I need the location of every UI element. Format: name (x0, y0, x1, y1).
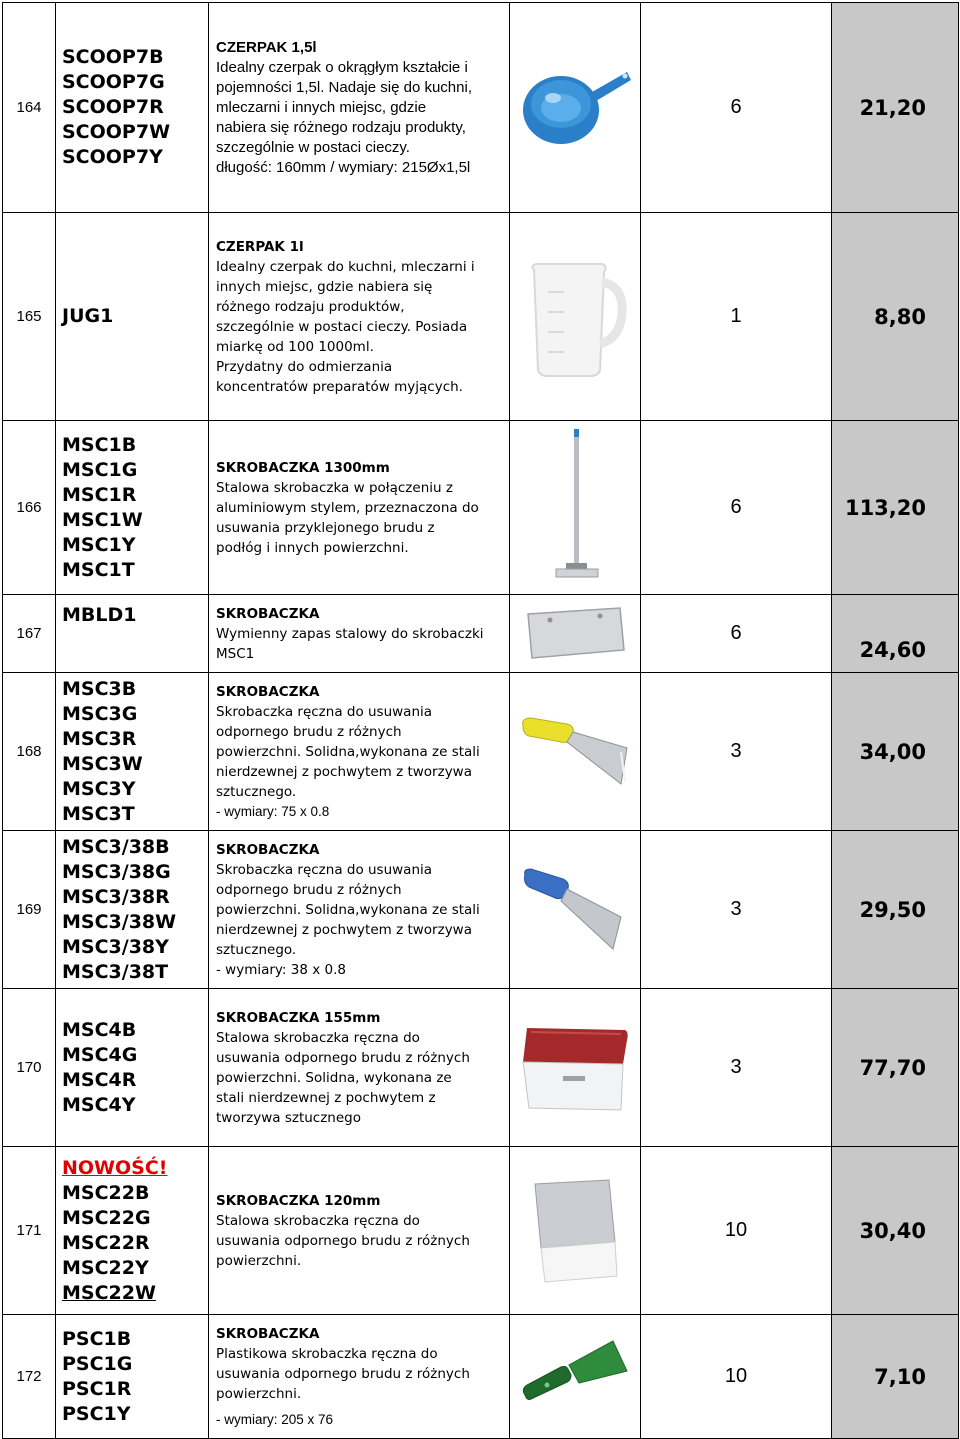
row-number: 171 (3, 1147, 56, 1315)
product-codes (56, 1315, 209, 1439)
product-code: MSC3/38R (62, 885, 170, 908)
table-row (3, 673, 959, 831)
description-line: sztucznego. (216, 941, 297, 958)
quantity: 6 (641, 3, 832, 213)
product-title: SKROBACZKA 155mm (216, 1009, 381, 1026)
description-line: powierzchni. (216, 1385, 302, 1402)
product-image-cell (510, 421, 641, 595)
product-description (209, 421, 510, 595)
wide-scraper-white-image (517, 1176, 633, 1286)
product-title: CZERPAK 1,5l (216, 38, 317, 56)
product-title: SKROBACZKA (216, 605, 320, 622)
product-code: MSC3/38Y (62, 935, 169, 958)
table-row (3, 831, 959, 989)
product-code: MSC22Y (62, 1256, 149, 1279)
description-line: nierdzewnej z pochwytem z tworzywa (216, 763, 472, 780)
product-code: PSC1G (62, 1352, 133, 1375)
row-number: 172 (3, 1315, 56, 1439)
product-description (209, 1315, 510, 1439)
product-description (209, 3, 510, 213)
quantity: 6 (641, 595, 832, 673)
product-code: MSC3/38T (62, 960, 169, 983)
product-image-cell (510, 1147, 641, 1315)
product-code: MSC3/38G (62, 860, 171, 883)
description-line: usuwania odpornego brudu z różnych (216, 1365, 470, 1382)
product-image-cell (510, 831, 641, 989)
product-codes (56, 421, 209, 595)
row-number: 170 (3, 989, 56, 1147)
replacement-blade-image (520, 604, 630, 664)
product-codes (56, 213, 209, 421)
row-number: 164 (3, 3, 56, 213)
description-line: powierzchni. (216, 1252, 302, 1269)
description-line: Idealny czerpak do kuchni, mleczarni i (216, 258, 475, 275)
product-codes (56, 989, 209, 1147)
product-code: MSC3/38B (62, 835, 170, 858)
product-code: MSC3G (62, 702, 138, 725)
floor-scraper-image (530, 425, 620, 590)
quantity: 6 (641, 421, 832, 595)
product-codes (56, 595, 209, 673)
product-code: MSC1W (62, 508, 143, 531)
product-title: CZERPAK 1l (216, 238, 304, 255)
price: 24,60 (832, 595, 959, 673)
price: 7,10 (832, 1315, 959, 1439)
description-line: usuwania odpornego brudu z różnych (216, 1049, 470, 1066)
description-line: nierdzewnej z pochwytem z tworzywa (216, 921, 472, 938)
plastic-scraper-green-image (517, 1337, 633, 1417)
product-code: MSC22R (62, 1231, 150, 1254)
description-line: Skrobaczka ręczna do usuwania (216, 703, 433, 720)
description-line: Wymienny zapas stalowy do skrobaczki (216, 625, 484, 642)
description-line: usuwania odpornego brudu z różnych (216, 1232, 470, 1249)
product-code: PSC1B (62, 1327, 132, 1350)
product-code: SCOOP7R (62, 96, 164, 118)
product-code: MSC22W (62, 1281, 156, 1304)
description-line: odpornego brudu z różnych (216, 881, 402, 898)
table-row (3, 1147, 959, 1315)
description-line: podłóg i innych powierzchni. (216, 539, 409, 556)
description-line: - wymiary: 205 x 76 (216, 1411, 334, 1427)
description-line: powierzchni. Solidna,wykonana ze stali (216, 743, 480, 760)
product-code: SCOOP7Y (62, 146, 163, 168)
table-row (3, 989, 959, 1147)
quantity: 3 (641, 831, 832, 989)
row-number: 166 (3, 421, 56, 595)
product-title: SKROBACZKA 1300mm (216, 459, 390, 476)
product-title: SKROBACZKA 120mm (216, 1192, 381, 1209)
row-number: 169 (3, 831, 56, 989)
product-code: MBLD1 (62, 604, 137, 626)
description-line: Stalowa skrobaczka ręczna do (216, 1029, 420, 1046)
description-line: Stalowa skrobaczka ręczna do (216, 1212, 420, 1229)
description-line: usuwania przyklejonego brudu z (216, 519, 435, 536)
description-line: Przydatny do odmierzania (216, 358, 393, 375)
description-line: powierzchni. Solidna, wykonana ze (216, 1069, 452, 1086)
product-image-cell (510, 1315, 641, 1439)
table-row (3, 3, 959, 213)
row-number: 168 (3, 673, 56, 831)
description-line: różnego rodzaju produktów, (216, 298, 405, 315)
description-line: powierzchni. Solidna,wykonana ze stali (216, 901, 480, 918)
description-line: innych miejsc, gdzie nabiera się (216, 278, 433, 295)
description-line: szczególnie w postaci cieczy. (216, 138, 410, 156)
product-codes (56, 3, 209, 213)
product-code: MSC3R (62, 727, 137, 750)
quantity: 3 (641, 989, 832, 1147)
description-line: długość: 160mm / wymiary: 215Øx1,5l (216, 158, 471, 176)
table-row (3, 213, 959, 421)
product-code: PSC1Y (62, 1402, 131, 1425)
product-table (2, 2, 959, 1439)
product-code: MSC3W (62, 752, 143, 775)
product-code: MSC3T (62, 802, 135, 825)
description-line: miarkę od 100 1000ml. (216, 338, 374, 355)
product-codes (56, 1147, 209, 1315)
description-line: sztucznego. (216, 783, 297, 800)
product-image-cell (510, 3, 641, 213)
product-description (209, 1147, 510, 1315)
product-code: MSC1B (62, 433, 137, 456)
product-code: MSC4R (62, 1068, 137, 1091)
new-badge: NOWOŚĆ! (62, 1156, 168, 1179)
description-line: - wymiary: 75 x 0.8 (216, 803, 330, 819)
quantity: 1 (641, 213, 832, 421)
product-code: PSC1R (62, 1377, 132, 1400)
row-number: 167 (3, 595, 56, 673)
price: 30,40 (832, 1147, 959, 1315)
description-line: Stalowa skrobaczka w połączeniu z (216, 479, 453, 496)
description-line: Skrobaczka ręczna do usuwania (216, 861, 433, 878)
measuring-jug-image (520, 252, 630, 382)
product-description (209, 831, 510, 989)
description-line: aluminiowym stylem, przeznaczona do (216, 499, 479, 516)
description-line: koncentratów preparatów myjących. (216, 378, 463, 395)
product-code: MSC3Y (62, 777, 136, 800)
product-image-cell (510, 989, 641, 1147)
product-code: MSC3B (62, 677, 137, 700)
description-line: Idealny czerpak o okrągłym kształcie i (216, 58, 468, 76)
product-code: MSC22G (62, 1206, 151, 1229)
description-line: szczególnie w postaci cieczy. Posiada (216, 318, 468, 335)
product-code: MSC1T (62, 558, 135, 581)
product-title: SKROBACZKA (216, 1325, 320, 1342)
product-description (209, 673, 510, 831)
description-line: tworzywa sztucznego (216, 1109, 361, 1126)
product-description (209, 595, 510, 673)
description-line: mleczarni i innych miejsc, gdzie (216, 98, 427, 116)
description-line: - wymiary: 38 x 0.8 (216, 961, 346, 978)
product-code: SCOOP7G (62, 71, 165, 93)
description-line: stali nierdzewnej z pochwytem z (216, 1089, 436, 1106)
product-image-cell (510, 673, 641, 831)
product-description (209, 989, 510, 1147)
wide-scraper-red-image (517, 1018, 633, 1118)
price: 21,20 (832, 3, 959, 213)
product-code: MSC22B (62, 1181, 150, 1204)
product-code: MSC3/38W (62, 910, 177, 933)
product-codes (56, 673, 209, 831)
product-code: JUG1 (62, 305, 114, 327)
row-number: 165 (3, 213, 56, 421)
product-title: SKROBACZKA (216, 683, 320, 700)
table-row (3, 421, 959, 595)
description-line: MSC1 (216, 645, 255, 662)
description-line: pojemności 1,5l. Nadaje się do kuchni, (216, 78, 472, 96)
scoop-image (515, 58, 635, 158)
quantity: 10 (641, 1147, 832, 1315)
product-title: SKROBACZKA (216, 841, 320, 858)
product-image-cell (510, 213, 641, 421)
product-codes (56, 831, 209, 989)
product-code: MSC4G (62, 1043, 138, 1066)
price: 8,80 (832, 213, 959, 421)
quantity: 3 (641, 673, 832, 831)
description-line: nabiera się różnego rodzaju produkty, (216, 118, 466, 136)
hand-scraper-blue-image (517, 865, 633, 955)
product-code: MSC1Y (62, 533, 136, 556)
product-code: MSC1R (62, 483, 137, 506)
description-line: odpornego brudu z różnych (216, 723, 402, 740)
product-code: SCOOP7W (62, 121, 171, 143)
price: 34,00 (832, 673, 959, 831)
description-line: Plastikowa skrobaczka ręczna do (216, 1345, 438, 1362)
product-code: MSC1G (62, 458, 138, 481)
price: 77,70 (832, 989, 959, 1147)
product-code: MSC4B (62, 1018, 137, 1041)
table-row (3, 595, 959, 673)
price: 113,20 (832, 421, 959, 595)
product-code: MSC4Y (62, 1093, 136, 1116)
product-image-cell (510, 595, 641, 673)
hand-scraper-yellow-image (517, 712, 633, 792)
price: 29,50 (832, 831, 959, 989)
product-description (209, 213, 510, 421)
table-row (3, 1315, 959, 1439)
quantity: 10 (641, 1315, 832, 1439)
product-code: SCOOP7B (62, 46, 164, 68)
